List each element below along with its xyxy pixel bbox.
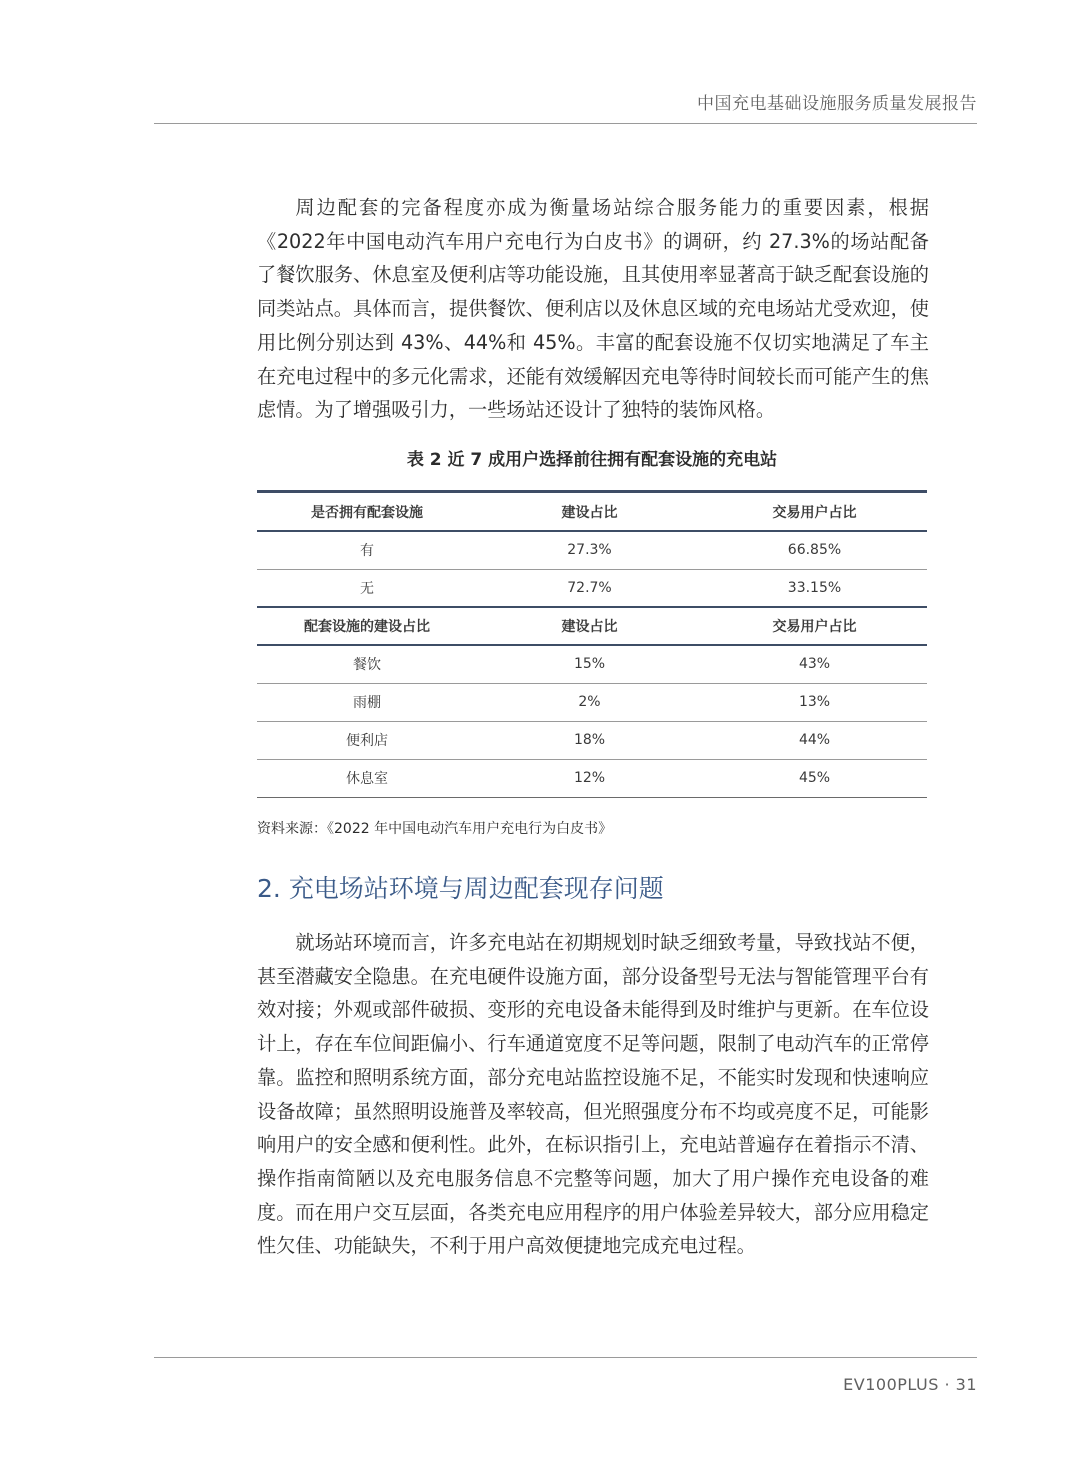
table-header-cell: 建设占比 bbox=[477, 492, 702, 532]
table-header-cell: 建设占比 bbox=[477, 607, 702, 645]
table-cell: 44% bbox=[702, 721, 927, 759]
intro-paragraph: 周边配套的完备程度亦成为衡量场站综合服务能力的重要因素，根据《2022年中国电动汽车用户充电行为白皮书》的调研，约 27.3%的场站配备了餐饮服务、休息室及便利店等功能设施，且其使用率显著高于缺乏配套设施的同类站点。具体而言，提供餐饮、便利店以及休息区域的充电场站尤受欢迎，使用比例分别达到 43%、44%和 45%。丰富的配套设施不仅切实地满足了车主在充电过程中的多元化需求，还能有效缓解因充电等待时间较长而可能产生的焦虑情。为了增强吸引力，一些场站还设计了独特的装饰风格。 bbox=[257, 196, 929, 422]
facilities-table bbox=[257, 490, 927, 798]
table-cell: 12% bbox=[477, 759, 702, 797]
table-header-cell: 配套设施的建设占比 bbox=[257, 607, 477, 645]
page-header-title: 中国充电基础设施服务质量发展报告 bbox=[697, 94, 977, 114]
section-heading: 2. 充电场站环境与周边配套现存问题 bbox=[257, 874, 664, 903]
header-divider bbox=[154, 123, 977, 124]
table-cell: 33.15% bbox=[702, 569, 927, 607]
table-header-row bbox=[257, 492, 927, 532]
table-cell: 13% bbox=[702, 683, 927, 721]
page-footer: EV100PLUS · 31 bbox=[843, 1375, 977, 1394]
table-row bbox=[257, 645, 927, 683]
table-header-cell: 交易用户占比 bbox=[702, 492, 927, 532]
table-header-cell: 是否拥有配套设施 bbox=[257, 492, 477, 532]
table-cell: 便利店 bbox=[257, 721, 477, 759]
footer-divider bbox=[154, 1357, 977, 1358]
table-cell: 18% bbox=[477, 721, 702, 759]
table-header-row bbox=[257, 607, 927, 645]
table-source-note: 资料来源：《2022 年中国电动汽车用户充电行为白皮书》 bbox=[257, 821, 613, 837]
table-cell: 雨棚 bbox=[257, 683, 477, 721]
table-row bbox=[257, 683, 927, 721]
table-row bbox=[257, 531, 927, 569]
table-cell: 有 bbox=[257, 531, 477, 569]
table-header-cell: 交易用户占比 bbox=[702, 607, 927, 645]
table-caption: 表 2 近 7 成用户选择前往拥有配套设施的充电站 bbox=[406, 450, 778, 470]
table-cell: 餐饮 bbox=[257, 645, 477, 683]
table-cell: 45% bbox=[702, 759, 927, 797]
body-paragraph: 就场站环境而言，许多充电站在初期规划时缺乏细致考量，导致找站不便，甚至潜藏安全隐患。在充电硬件设施方面，部分设备型号无法与智能管理平台有效对接；外观或部件破损、变形的充电设备未能得到及时维护与更新。在车位设计上，存在车位间距偏小、行车通道宽度不足等问题，限制了电动汽车的正常停靠。监控和照明系统方面，部分充电站监控设施不足，不能实时发现和快速响应设备故障；虽然照明设施普及率较高，但光照强度分布不均或亮度不足，可能影响用户的安全感和便利性。此外，在标识指引上，充电站普遍存在着指示不清、操作指南简陋以及充电服务信息不完整等问题，加大了用户操作充电设备的难度。而在用户交互层面，各类充电应用程序的用户体验差异较大，部分应用稳定性欠佳、功能缺失，不利于用户高效便捷地完成充电过程。 bbox=[257, 931, 929, 1258]
table-cell: 27.3% bbox=[477, 531, 702, 569]
table-cell: 无 bbox=[257, 569, 477, 607]
table-cell: 72.7% bbox=[477, 569, 702, 607]
table-row bbox=[257, 721, 927, 759]
table-cell: 66.85% bbox=[702, 531, 927, 569]
table-cell: 2% bbox=[477, 683, 702, 721]
table-cell: 15% bbox=[477, 645, 702, 683]
table-row bbox=[257, 569, 927, 607]
table-row bbox=[257, 759, 927, 797]
table-cell: 43% bbox=[702, 645, 927, 683]
table-cell: 休息室 bbox=[257, 759, 477, 797]
